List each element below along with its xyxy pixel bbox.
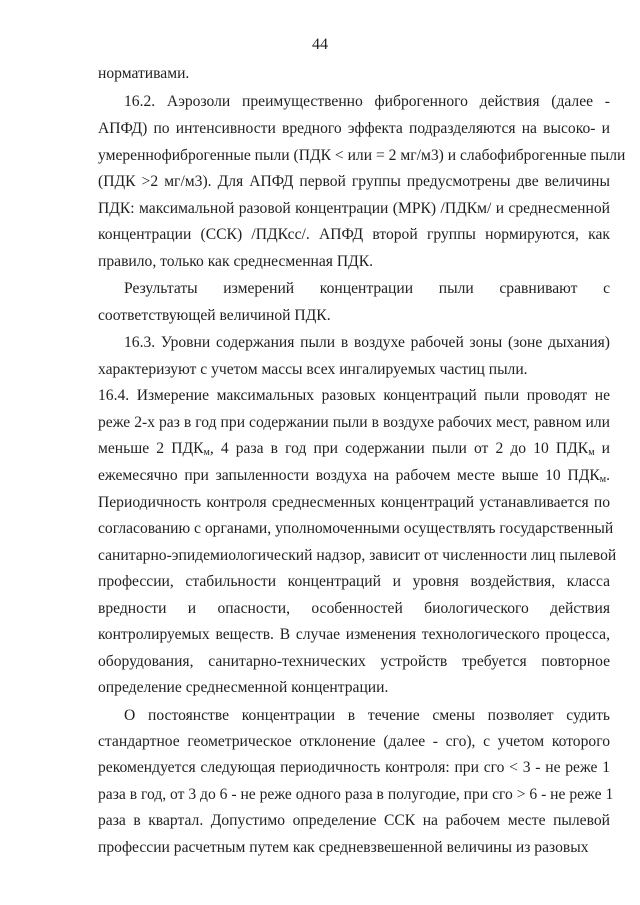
text-line: стандартное геометрическое отклонение (далее - сго), с учетом которого	[98, 733, 610, 750]
text-line: соответствующей величиной ПДК.	[98, 307, 331, 324]
text-line: нормативами.	[98, 65, 190, 82]
text-line: рекомендуется следующая периодичность контроля: при сго < 3 - не реже 1	[98, 759, 610, 776]
text-line: АПФД) по интенсивности вредного эффекта подразделяются на высоко- и	[98, 120, 610, 137]
text-line: раза в квартал. Допустимо определение ССК на рабочем месте пылевой	[98, 812, 610, 829]
text-line: Результаты измерений концентрации пыли сравнивают с	[124, 280, 610, 297]
text-line	[98, 466, 610, 486]
text-line: О постоянстве концентрации в течение смены позволяет судить	[124, 707, 610, 724]
text-line: профессии, стабильности концентраций и уровня воздействия, класса	[98, 573, 610, 590]
text-line: раза в год, от 3 до 6 - не реже одного раза в полугодие, при сго > 6 - не реже 1	[98, 786, 614, 803]
subscript: м	[203, 447, 210, 458]
line-segment: и	[594, 440, 611, 457]
text-line: согласованию с органами, уполномоченными осуществлять государственный	[98, 520, 614, 537]
line-segment: , 4 раза в год при содержании пыли от 2 до 10 ПДК	[209, 440, 589, 457]
text-line: профессии расчетным путем как средневзвешенной величины из разовых	[98, 839, 589, 856]
text-line: контролируемых веществ. В случае изменения технологического процесса,	[98, 626, 610, 643]
text-line: санитарно-эпидемиологический надзор, зависит от численности лиц пылевой	[98, 547, 617, 564]
text-line: определение среднесменной концентрации.	[98, 679, 389, 696]
subscript: м	[599, 474, 607, 485]
page-number: 44	[312, 36, 328, 53]
text-line: умереннофиброгенные пыли (ПДК < или = 2 мг/м3) и слабофиброгенные пыли	[98, 147, 626, 164]
text-line: 16.2. Аэрозоли преимущественно фиброгенного действия (далее -	[124, 93, 610, 110]
line-segment: меньше 2 ПДК	[98, 440, 204, 457]
text-line: правило, только как среднесменная ПДК.	[98, 253, 374, 270]
text-line: (ПДК >2 мг/м3). Для АПФД первой группы предусмотрены две величины	[98, 173, 610, 190]
subscript: м	[588, 447, 595, 458]
text-line: концентрации (ССК) /ПДКсс/. АПФД второй группы нормируются, как	[98, 226, 610, 243]
text-line: оборудования, санитарно-технических устройств требуется повторное	[98, 653, 610, 670]
line-segment: ежемесячно при запыленности воздуха на рабочем месте выше 10 ПДК	[98, 467, 600, 484]
text-line: реже 2-х раз в год при содержании пыли в воздухе рабочих мест, равном или	[98, 414, 610, 431]
text-line	[98, 439, 610, 459]
text-line: 16.3. Уровни содержания пыли в воздухе рабочей зоны (зоне дыхания)	[124, 334, 610, 351]
text-line: характеризуют с учетом массы всех ингалируемых частиц пыли.	[98, 361, 528, 378]
line-segment: .	[606, 467, 610, 484]
text-line: вредности и опасности, особенностей биологического действия	[98, 600, 610, 617]
text-line: 16.4. Измерение максимальных разовых концентраций пыли проводят не	[98, 387, 610, 404]
text-line: ПДК: максимальной разовой концентрации (МРК) /ПДКм/ и среднесменной	[98, 200, 610, 217]
text-line: Периодичность контроля среднесменных концентраций устанавливается по	[98, 494, 610, 511]
